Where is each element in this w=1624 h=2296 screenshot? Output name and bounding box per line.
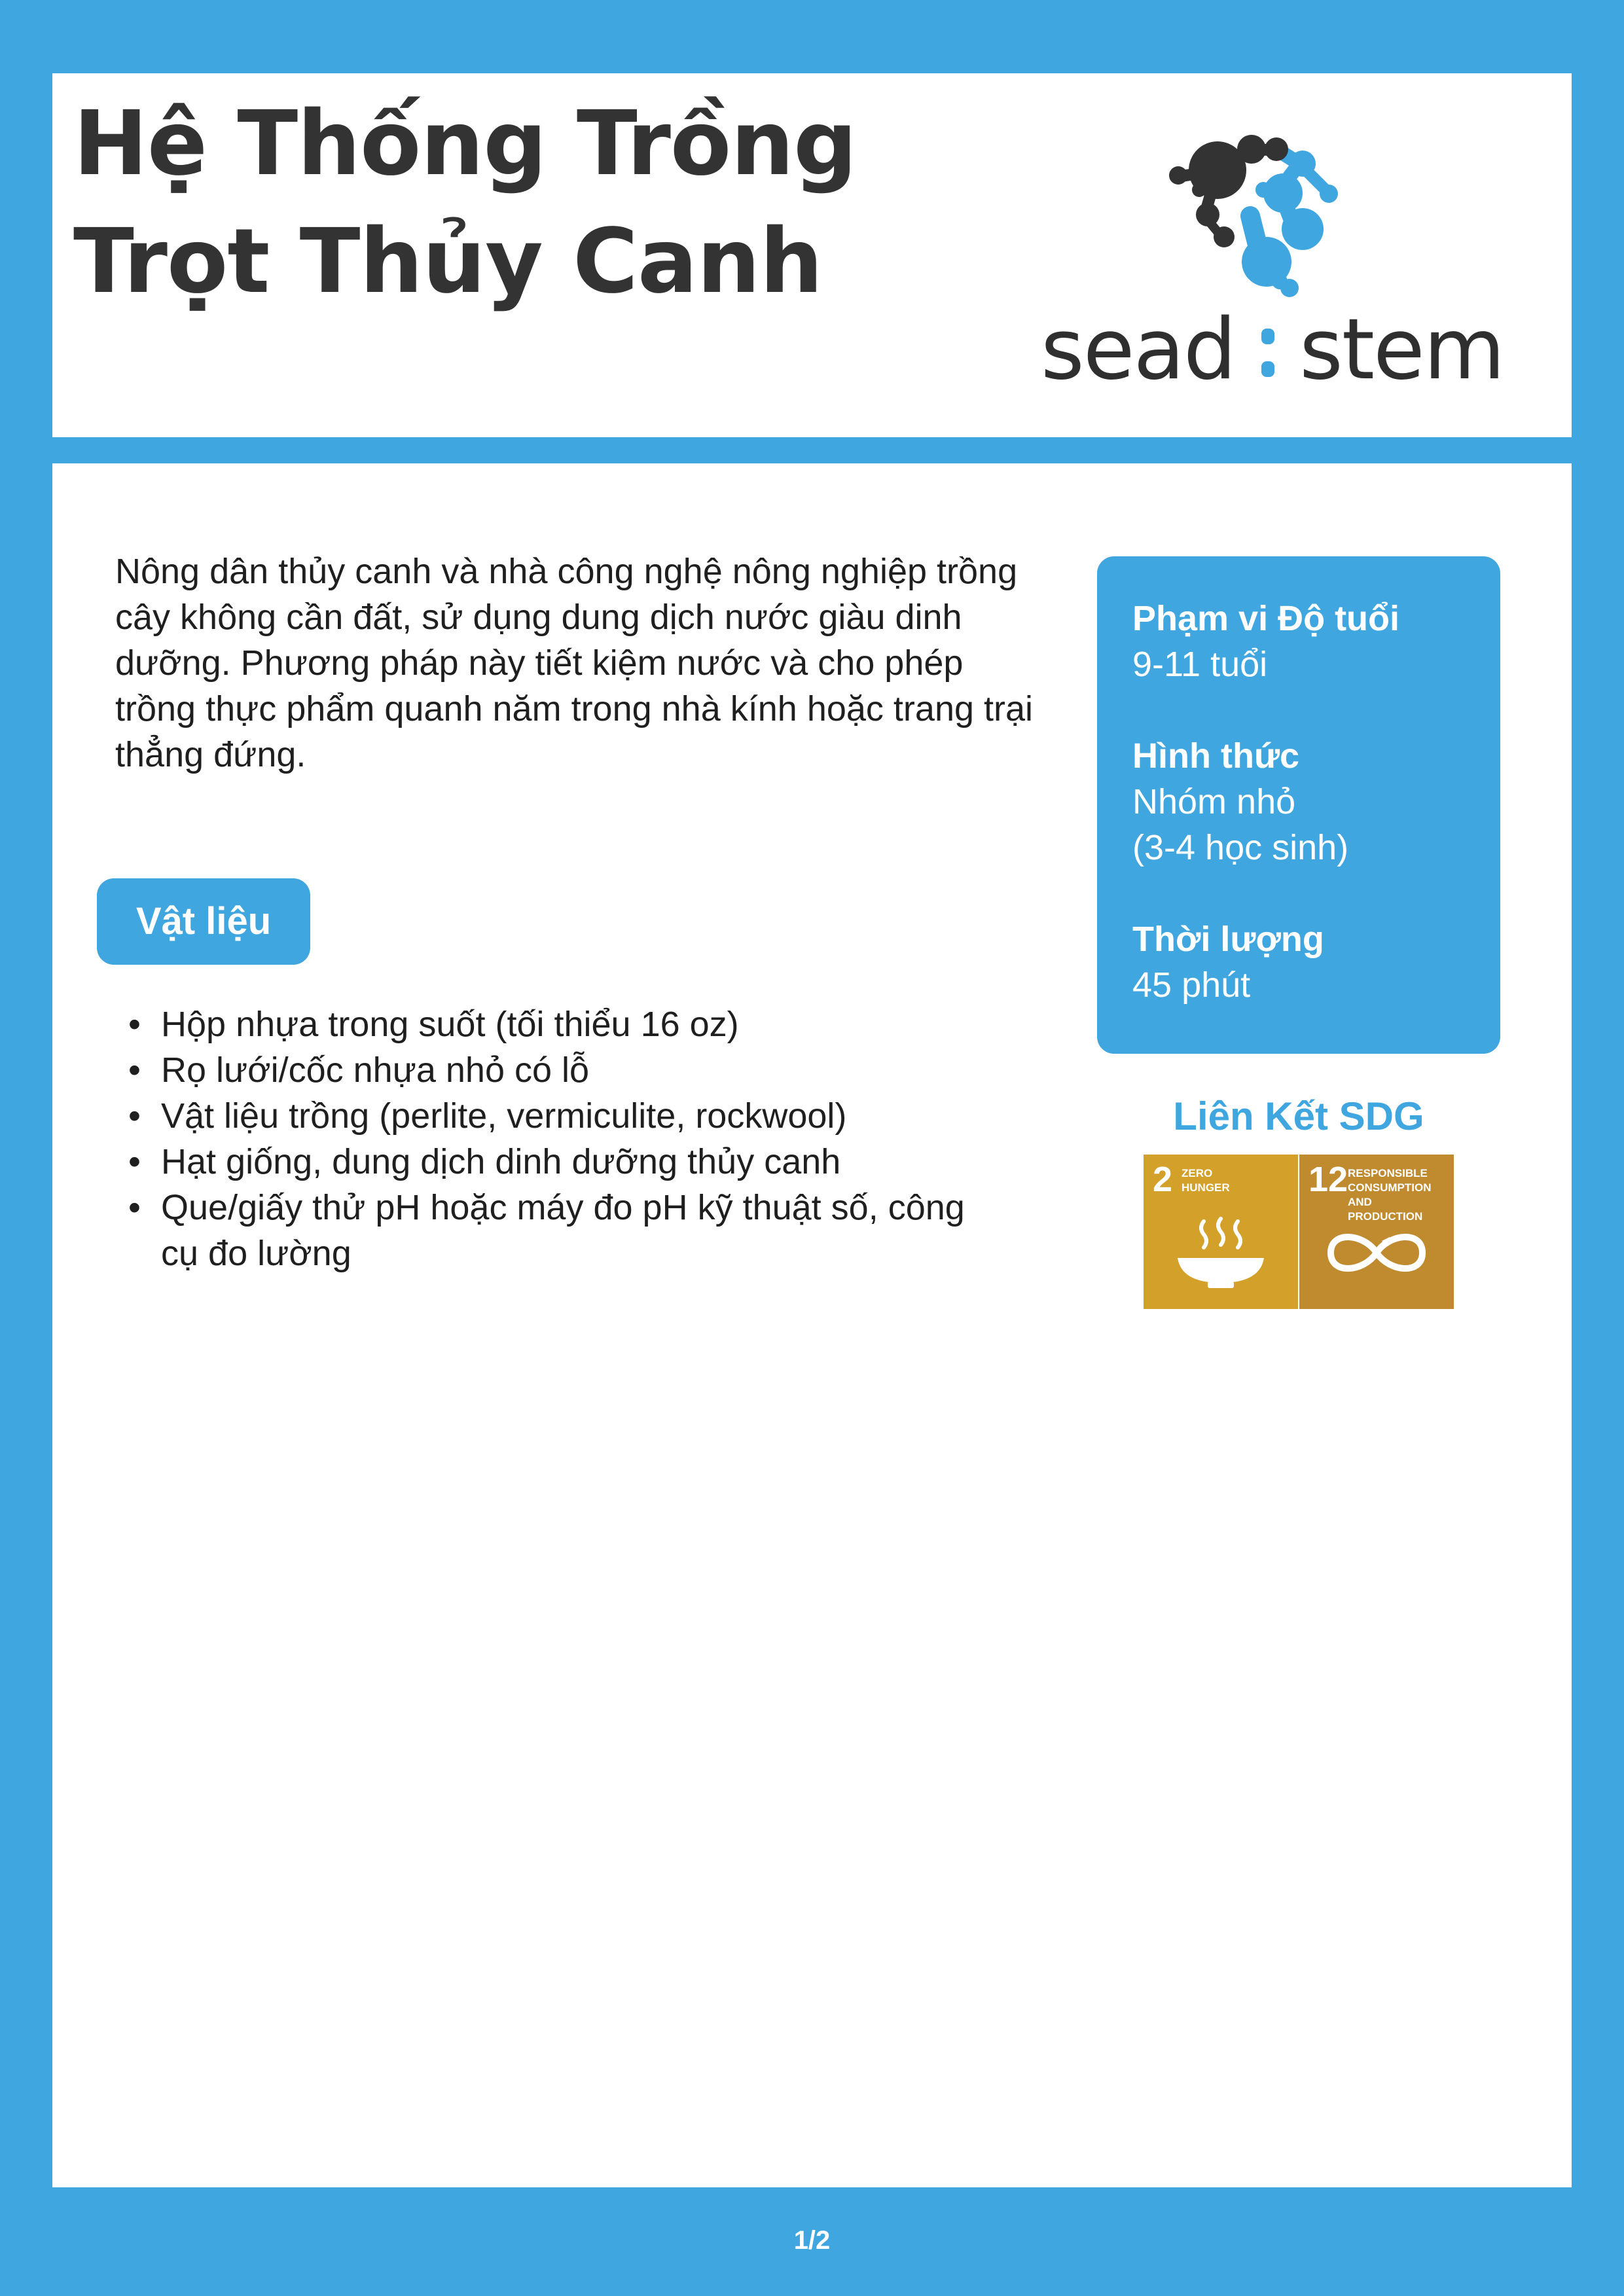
sdg-12-number: 12 [1308, 1160, 1348, 1199]
title-line-2: Trọt Thủy Canh [73, 210, 823, 314]
activity-info-card [1097, 556, 1500, 1054]
list-item: • Hạt giống, dung dịch dinh dưỡng thủy canh [128, 1139, 979, 1185]
bowl-icon [1144, 1155, 1298, 1309]
page-title [73, 85, 856, 321]
sdg-2-tile [1144, 1155, 1298, 1309]
list-item: • Rọ lưới/cốc nhựa nhỏ có lỗ [128, 1047, 979, 1093]
infinity-icon [1299, 1155, 1454, 1309]
age-range-value: 9-11 tuổi [1132, 645, 1268, 684]
sdg-12-label: RESPONSIBLE CONSUMPTION AND PRODUCTION [1348, 1167, 1432, 1223]
logo-colon [1261, 319, 1273, 378]
sdg-heading: Liên Kết SDG [1173, 1094, 1424, 1138]
logo-wordmark [1041, 301, 1504, 399]
age-range-block [1132, 596, 1399, 687]
list-item: • Que/giấy thử pH hoặc máy đo pH kỹ thuật số, công cụ đo lường [128, 1185, 979, 1276]
age-range-label: Phạm vi Độ tuổi [1132, 599, 1400, 638]
duration-label: Thời lượng [1132, 920, 1324, 959]
list-item: • Hộp nhựa trong suốt (tối thiểu 16 oz) [128, 1001, 979, 1047]
sdg-2-number: 2 [1153, 1160, 1173, 1199]
format-value-detail: (3-4 học sinh) [1132, 828, 1349, 867]
title-line-1: Hệ Thống Trồng [73, 92, 857, 196]
materials-heading: Vật liệu [97, 878, 310, 965]
molecule-logo-icon [1021, 65, 1506, 314]
intro-paragraph: Nông dân thủy canh và nhà công nghệ nông nghiệp trồng cây không cần đất, sử dụng dung dịch nước giàu dinh dưỡng. Phương pháp này tiết kiệm nước và cho phép trồng thực phẩm quanh năm trong nhà kính hoặc trang trại thẳng đứng. [115, 552, 1034, 774]
duration-block [1132, 916, 1324, 1008]
duration-value: 45 phút [1132, 965, 1251, 1005]
logo-text-right: stem [1299, 301, 1504, 399]
sdg-2-label: ZERO HUNGER [1182, 1167, 1230, 1194]
sead-stem-logo [1021, 65, 1506, 406]
format-block [1132, 733, 1348, 870]
format-value: Nhóm nhỏ [1132, 782, 1296, 821]
list-item: • Vật liệu trồng (perlite, vermiculite, rockwool) [128, 1093, 979, 1139]
sdg-12-tile [1299, 1155, 1454, 1309]
format-label: Hình thức [1132, 736, 1300, 776]
materials-list [128, 1001, 979, 1276]
logo-text-left: sead [1041, 301, 1236, 399]
page-number: 1/2 [793, 2226, 831, 2255]
